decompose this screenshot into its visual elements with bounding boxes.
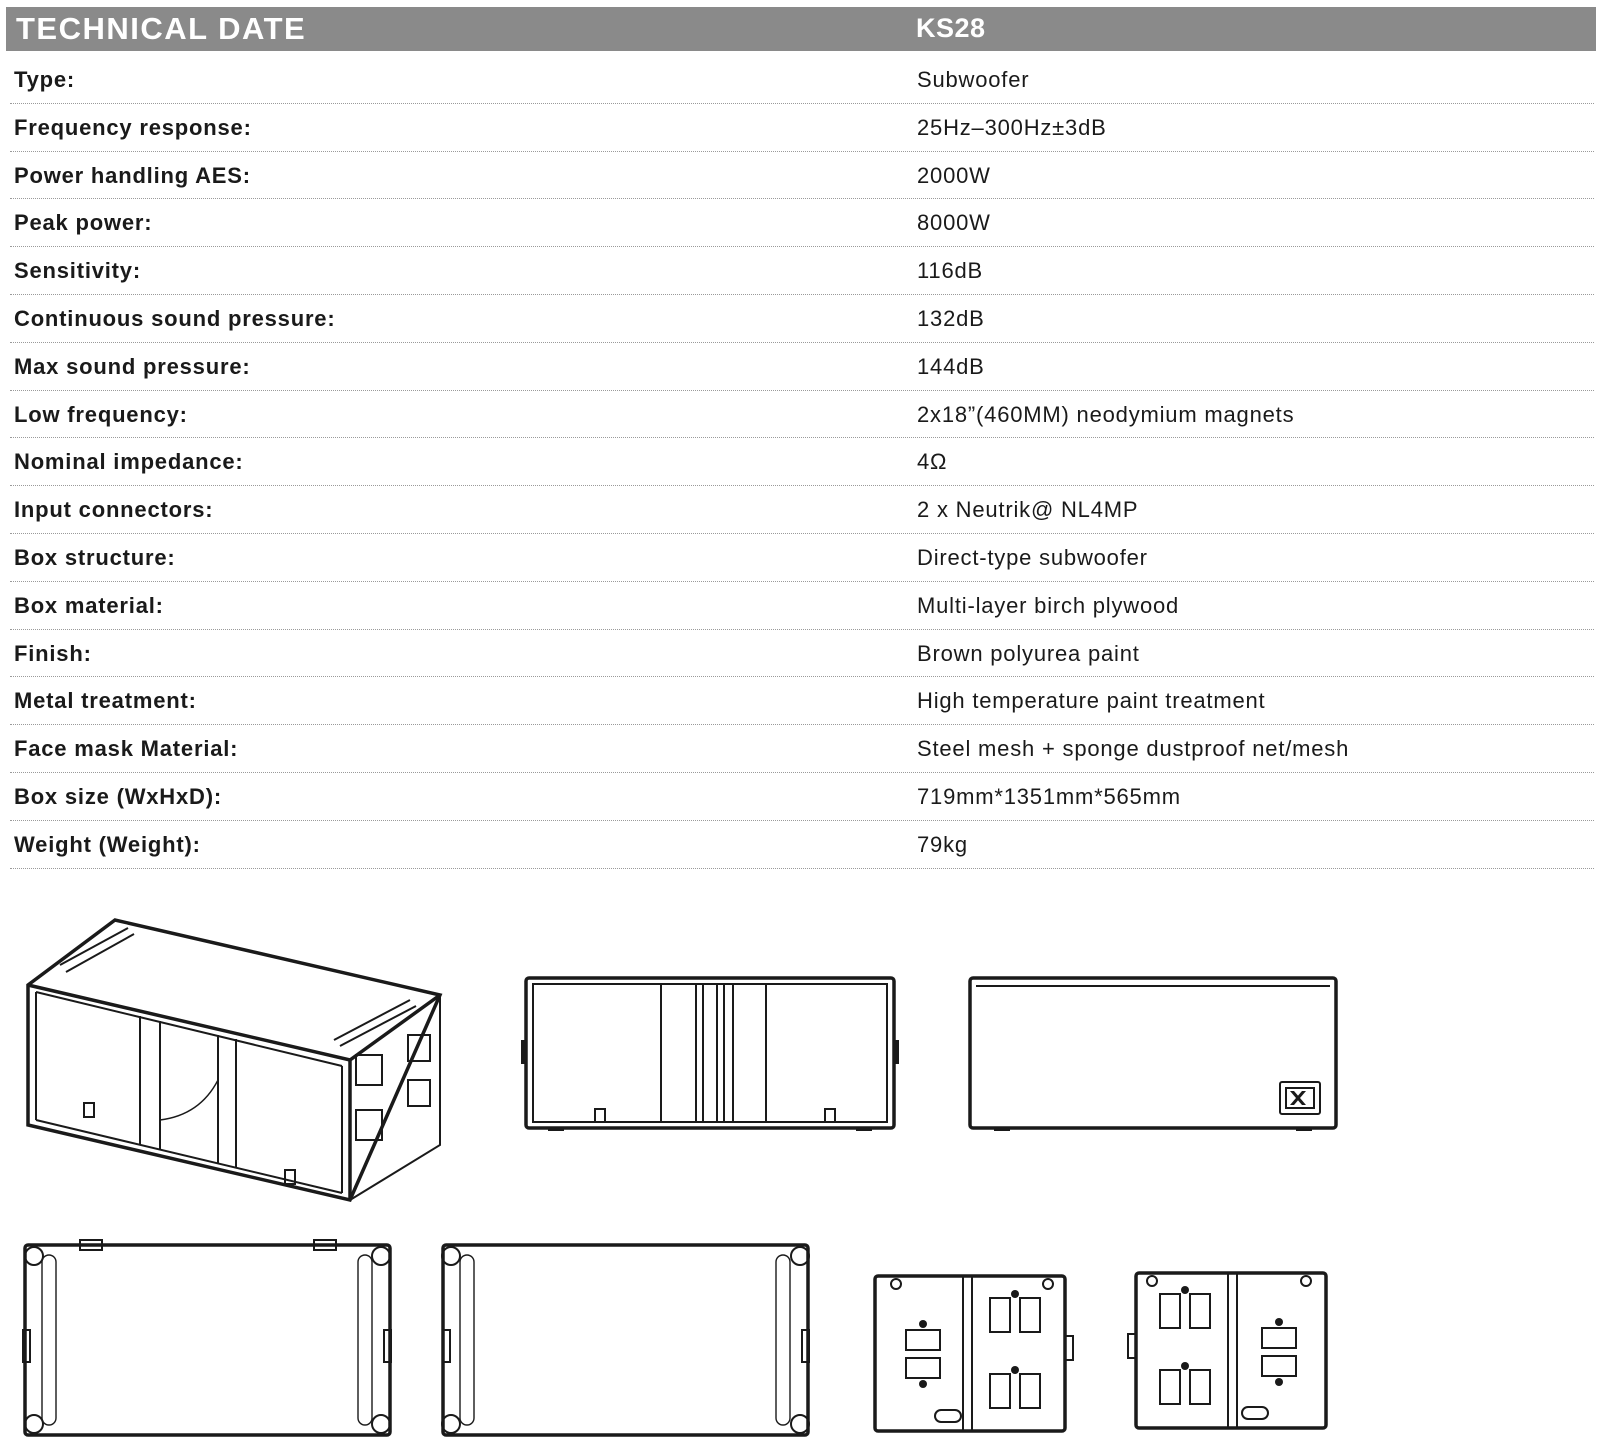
spec-value: Direct-type subwoofer — [917, 544, 1148, 570]
spec-value: High temperature paint treatment — [917, 688, 1266, 714]
spec-label: Peak power: — [14, 210, 153, 236]
spec-value: 79kg — [917, 831, 968, 857]
spec-label: Max sound pressure: — [14, 353, 251, 379]
spec-label: Face mask Material: — [14, 736, 239, 762]
spec-value: 8000W — [917, 210, 991, 236]
side-view-left-drawing — [875, 1276, 1073, 1431]
spec-value: 2x18”(460MM) neodymium magnets — [917, 401, 1295, 427]
spec-value: Brown polyurea paint — [917, 640, 1140, 666]
spec-value: Steel mesh + sponge dustproof net/mesh — [917, 736, 1350, 762]
side-view-right-drawing — [1128, 1273, 1326, 1428]
perspective-view-drawing — [28, 920, 440, 1200]
top-view-drawing — [23, 1240, 391, 1435]
front-view-drawing — [521, 978, 899, 1131]
spec-label: Finish: — [14, 640, 92, 666]
spec-value: 2 x Neutrik@ NL4MP — [917, 497, 1139, 523]
spec-value: 25Hz–300Hz±3dB — [917, 114, 1107, 140]
spec-value: Multi-layer birch plywood — [917, 592, 1180, 618]
spec-label: Frequency response: — [14, 114, 252, 140]
spec-label: Box size (WxHxD): — [14, 783, 222, 809]
spec-value: 132dB — [917, 305, 985, 331]
spec-label: Sensitivity: — [14, 258, 141, 284]
spec-label: Weight (Weight): — [14, 831, 201, 857]
rear-view-drawing — [970, 978, 1336, 1131]
spec-label: Input connectors: — [14, 497, 214, 523]
spec-label: Box material: — [14, 592, 164, 618]
spec-value: 144dB — [917, 353, 985, 379]
spec-label: Continuous sound pressure: — [14, 305, 336, 331]
spec-label: Low frequency: — [14, 401, 188, 427]
bottom-view-drawing — [442, 1245, 809, 1435]
spec-value: 2000W — [917, 162, 991, 188]
spec-sheet-title: TECHNICAL DATE — [16, 11, 307, 46]
spec-label: Type: — [14, 67, 76, 92]
spec-value: 116dB — [917, 258, 983, 284]
spec-label: Metal treatment: — [14, 688, 197, 714]
spec-label: Box structure: — [14, 544, 176, 570]
model-name: KS28 — [916, 13, 986, 43]
spec-label: Power handling AES: — [14, 162, 251, 188]
spec-value: 4Ω — [917, 449, 948, 475]
spec-value: 719mm*1351mm*565mm — [917, 783, 1181, 809]
spec-label: Nominal impedance: — [14, 449, 244, 475]
spec-value: Subwoofer — [917, 67, 1030, 92]
